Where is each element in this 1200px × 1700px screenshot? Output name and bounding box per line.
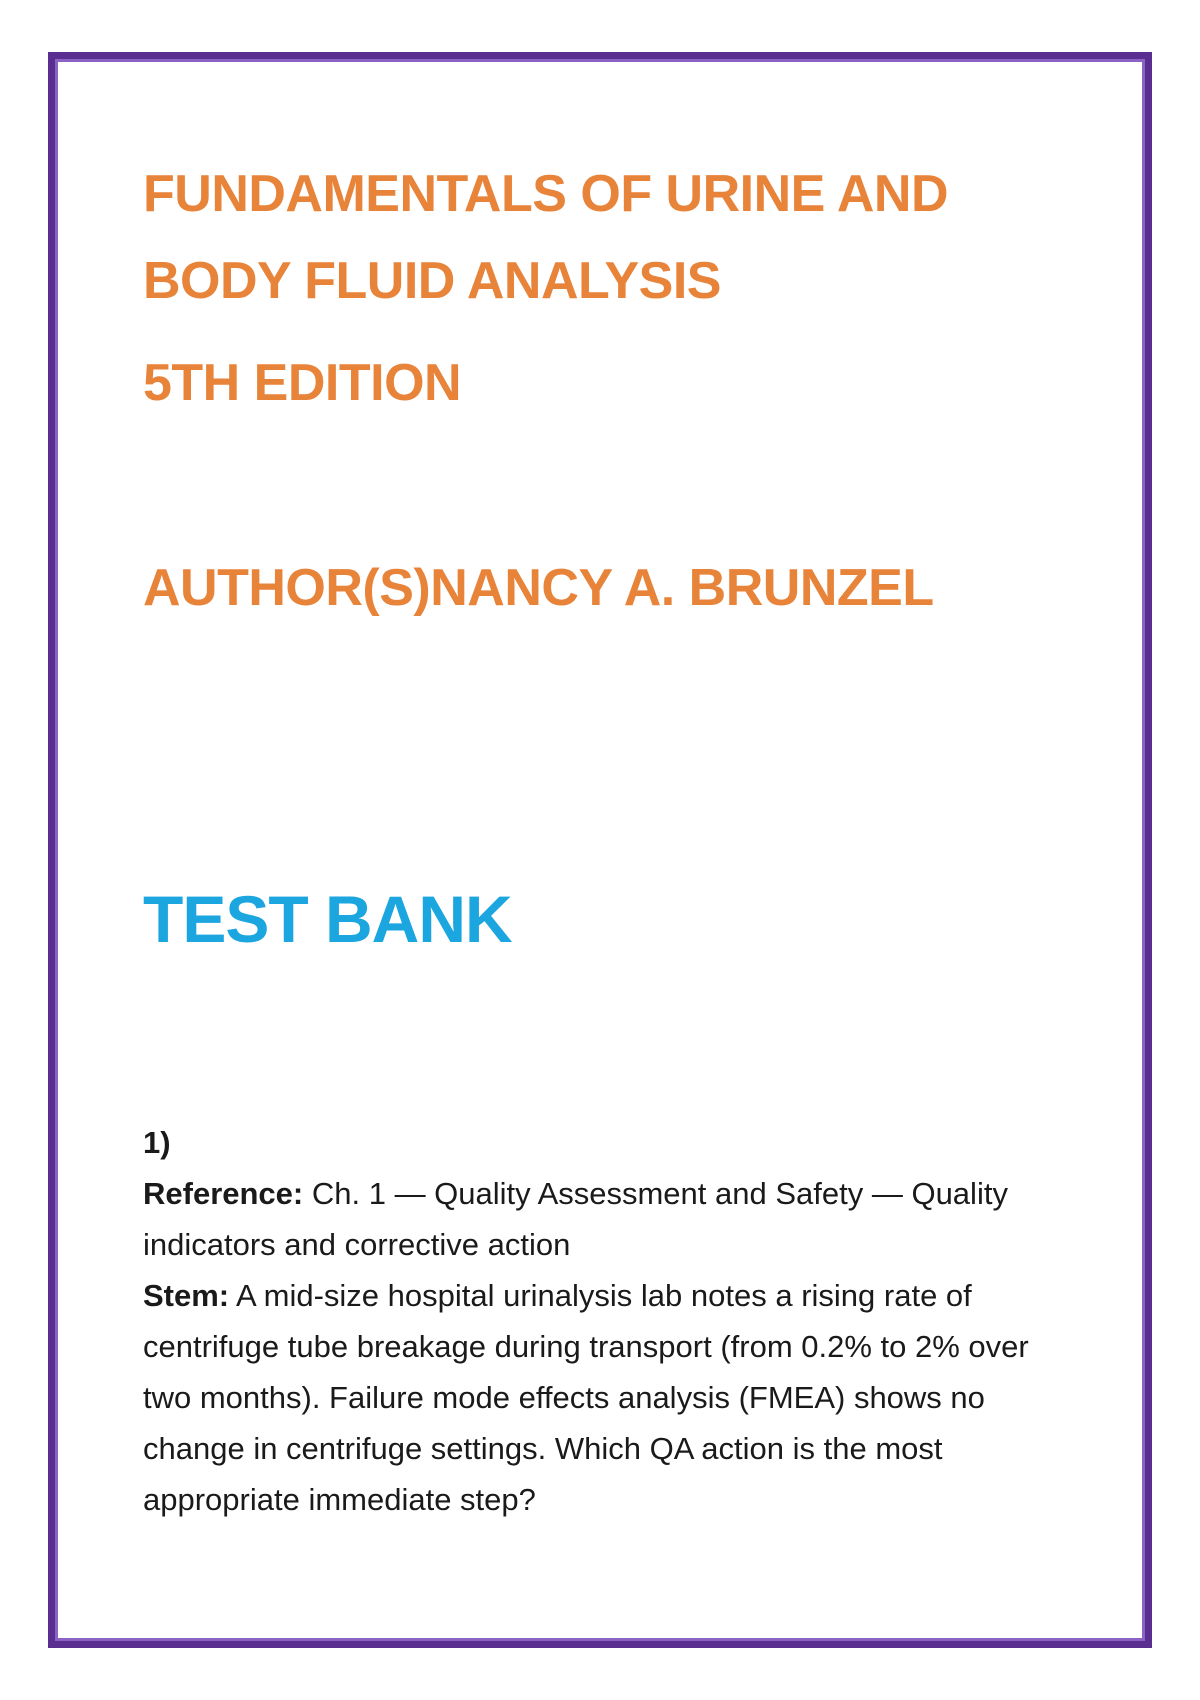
stem-label: Stem:	[143, 1278, 230, 1313]
document-title-line-2: BODY FLUID ANALYSIS	[143, 252, 721, 310]
reference-row	[143, 1168, 1063, 1270]
stem-row	[143, 1270, 1063, 1525]
question-block	[143, 1117, 1063, 1525]
section-heading: TEST BANK	[143, 882, 512, 956]
document-title-line-1: FUNDAMENTALS OF URINE AND	[143, 165, 949, 223]
edition-label: 5TH EDITION	[143, 354, 462, 412]
reference-text: Ch. 1 — Quality Assessment and Safety — Quality indicators and corrective action	[143, 1176, 1008, 1262]
question-number: 1)	[143, 1125, 171, 1160]
reference-label: Reference:	[143, 1176, 304, 1211]
stem-text: A mid-size hospital urinalysis lab notes a rising rate of centrifuge tube breakage during transport (from 0.2% to 2% over two months). Failure mode effects analysis (FMEA) shows no change in centrifuge settings. Which QA action is the most appropriate immediate step?	[143, 1278, 1029, 1517]
author-label: AUTHOR(S)NANCY A. BRUNZEL	[143, 559, 934, 617]
